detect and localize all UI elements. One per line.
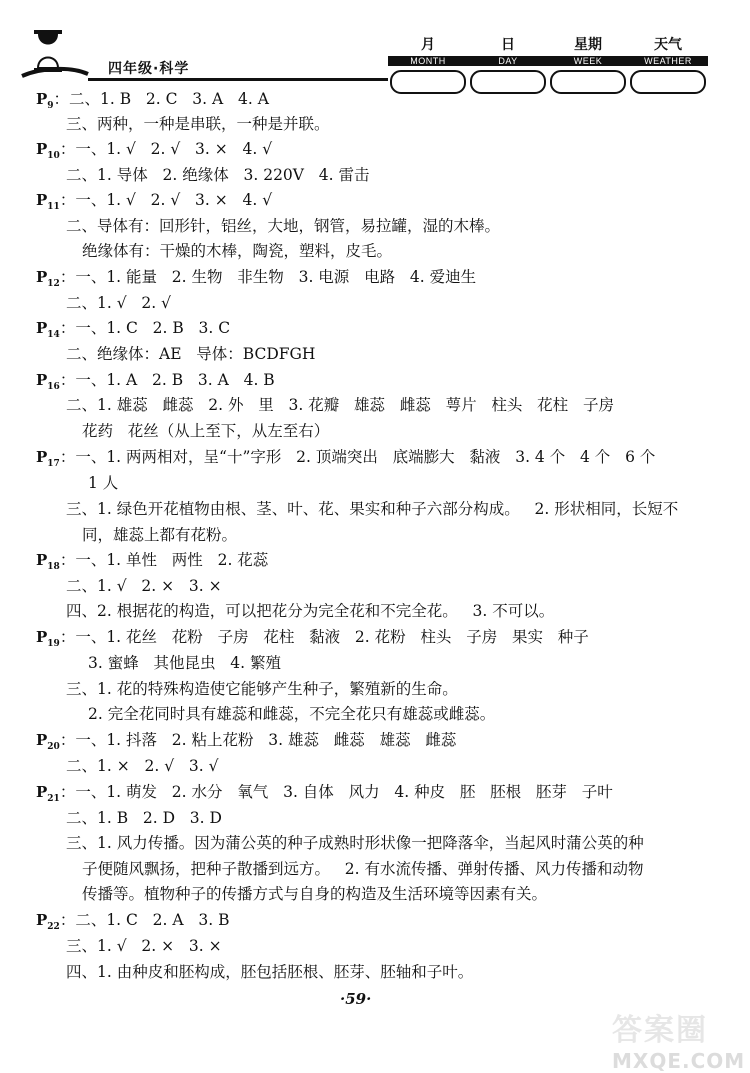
answer-text: 二、导体有：回形针，铝丝，大地，钢管，易拉罐，湿的木棒。	[66, 217, 501, 235]
answer-line	[36, 729, 456, 758]
page-ref-number: 10	[47, 151, 60, 161]
answer-text: 四、2. 根据花的构造，可以把花分为完全花和不完全花。 3. 不可以。	[66, 602, 555, 620]
week-label: 星期	[574, 37, 602, 53]
page-ref-number: 17	[47, 459, 60, 469]
page-ref	[36, 911, 60, 932]
answer-text: 子便随风飘扬，把种子散播到远方。 2. 有水流传播、弹射传播、风力传播和动物	[82, 860, 644, 878]
page-ref-letter: P	[36, 731, 48, 749]
answer-text: 花药 花丝（从上至下，从左至右）	[82, 422, 330, 440]
answer-text: ：一、1. A 2. B 3. A 4. B	[59, 371, 275, 389]
answer-line	[36, 549, 268, 578]
page-ref	[36, 551, 60, 572]
answer-line	[66, 292, 171, 314]
answer-text: 二、1. B 2. D 3. D	[66, 809, 222, 827]
page-ref-letter: P	[36, 319, 48, 337]
answer-text: 二、1. √ 2. √	[66, 294, 171, 312]
answer-line	[66, 498, 678, 520]
answer-text: 同，雄蕊上都有花粉。	[82, 526, 238, 544]
page-ref-letter: P	[36, 371, 48, 389]
page-ref-number: 19	[47, 639, 60, 649]
answer-text: 二、1. 雄蕊 雌蕊 2. 外 里 3. 花瓣 雄蕊 雌蕊 萼片 柱头 花柱 子房	[66, 396, 614, 414]
answer-line	[66, 600, 554, 622]
answer-line	[36, 317, 230, 346]
answer-line	[36, 189, 272, 218]
watermark-bottom: MXQE.COM	[612, 1049, 746, 1073]
answer-line	[66, 678, 458, 700]
answer-line	[82, 858, 644, 880]
answer-line	[36, 909, 229, 938]
page-ref	[36, 268, 60, 289]
answer-text: 二、1. 导体 2. 绝缘体 3. 220V 4. 雷击	[66, 166, 370, 184]
page-ref	[36, 319, 60, 340]
subject-title: 四年级·科学	[108, 61, 190, 77]
answer-line	[36, 446, 655, 475]
answer-text: ：一、1. 萌发 2. 水分 氧气 3. 自体 风力 4. 种皮 胚 胚根 胚芽 子叶	[59, 783, 613, 801]
week-box	[550, 70, 626, 94]
answer-text: ：一、1. 抖落 2. 粘上花粉 3. 雄蕊 雌蕊 雄蕊 雌蕊	[59, 731, 457, 749]
answer-text: 二、绝缘体：AE 导体：BCDFGH	[66, 345, 316, 363]
answer-text: ：二、1. C 2. A 3. B	[59, 911, 230, 929]
page-ref-letter: P	[36, 783, 48, 801]
month-field	[388, 34, 468, 94]
day-field	[468, 34, 548, 94]
answer-line	[82, 240, 392, 262]
hourglass-logo-icon	[20, 30, 90, 82]
answer-text: 二、1. √ 2. × 3. ×	[66, 577, 222, 595]
answer-line	[66, 113, 330, 135]
answer-text: 1 人	[88, 474, 119, 492]
answer-line	[82, 883, 547, 905]
page-ref	[36, 191, 60, 212]
page-ref	[36, 90, 54, 111]
page-ref-letter: P	[36, 140, 48, 158]
page-ref	[36, 448, 60, 469]
page-number: ·59·	[340, 990, 372, 1008]
answer-text: ：一、1. C 2. B 3. C	[59, 319, 231, 337]
answer-line	[66, 935, 222, 957]
page-ref-number: 20	[47, 742, 60, 752]
answer-text: 三、1. 花的特殊构造使它能够产生种子，繁殖新的生命。	[66, 680, 458, 698]
page-header	[0, 0, 750, 95]
answer-line	[36, 138, 272, 167]
answer-line	[66, 575, 222, 597]
weather-field	[628, 34, 708, 94]
answer-text: 三、1. 风力传播。因为蒲公英的种子成熟时形状像一把降落伞，当起风时蒲公英的种	[66, 834, 644, 852]
page-ref-number: 9	[47, 101, 54, 111]
weather-box	[630, 70, 706, 94]
answer-line	[82, 524, 237, 546]
week-en-label: WEEK	[548, 56, 628, 66]
day-en-label: DAY	[468, 56, 548, 66]
answer-line	[88, 472, 118, 494]
page-ref-number: 18	[47, 562, 60, 572]
answer-text: 2. 完全花同时具有雄蕊和雌蕊，不完全花只有雄蕊或雌蕊。	[88, 705, 496, 723]
answer-text: 四、1. 由种皮和胚构成，胚包括胚根、胚芽、胚轴和子叶。	[66, 963, 474, 981]
page-ref-letter: P	[36, 628, 48, 646]
month-box	[390, 70, 466, 94]
page-ref-number: 14	[47, 330, 60, 340]
answer-line	[66, 215, 500, 237]
answer-text: ：二、1. B 2. C 3. A 4. A	[53, 90, 269, 108]
answer-line	[66, 807, 222, 829]
answer-text: ：一、1. 两两相对，呈“十”字形 2. 顶端突出 底端膨大 黏液 3. 4 个 4 个 6 个	[59, 448, 656, 466]
page-ref	[36, 628, 60, 649]
watermark-top: 答案圈	[612, 1013, 708, 1048]
page-ref-number: 21	[47, 794, 60, 804]
month-en-label: MONTH	[388, 56, 468, 66]
answer-line	[82, 420, 329, 442]
page-ref	[36, 731, 60, 752]
answer-line	[66, 832, 644, 854]
page-ref-number: 11	[47, 202, 60, 212]
page-ref	[36, 140, 60, 161]
month-label: 月	[421, 37, 435, 53]
day-box	[470, 70, 546, 94]
page-ref-letter: P	[36, 551, 48, 569]
day-label: 日	[501, 37, 515, 53]
page-ref-number: 16	[47, 382, 60, 392]
page-ref-number: 22	[47, 922, 60, 932]
answer-text: 三、1. 绿色开花植物由根、茎、叶、花、果实和种子六部分构成。 2. 形状相同，长短不	[66, 500, 679, 518]
answer-line	[66, 755, 218, 777]
answer-text: ：一、1. √ 2. √ 3. × 4. √	[59, 140, 273, 158]
answer-line	[88, 703, 495, 725]
answer-text: ：一、1. √ 2. √ 3. × 4. √	[59, 191, 273, 209]
answer-text: ：一、1. 单性 两性 2. 花蕊	[59, 551, 269, 569]
header-rule	[88, 78, 388, 81]
page-ref-letter: P	[36, 90, 48, 108]
weather-label: 天气	[654, 37, 682, 53]
weather-en-label: WEATHER	[628, 56, 708, 66]
answer-text: 二、1. × 2. √ 3. √	[66, 757, 219, 775]
page-ref-letter: P	[36, 911, 48, 929]
week-field	[548, 34, 628, 94]
watermark	[612, 1005, 745, 1073]
answer-text: ：一、1. 能量 2. 生物 非生物 3. 电源 电路 4. 爱迪生	[59, 268, 477, 286]
answer-line	[36, 626, 589, 655]
answer-line	[36, 266, 476, 295]
page-ref-letter: P	[36, 191, 48, 209]
answer-line	[66, 394, 614, 416]
answer-line	[88, 652, 281, 674]
page-ref	[36, 371, 60, 392]
answer-line	[66, 961, 473, 983]
answer-text: 3. 蜜蜂 其他昆虫 4. 繁殖	[88, 654, 281, 672]
answer-text: 绝缘体有：干燥的木棒，陶瓷，塑料，皮毛。	[82, 242, 393, 260]
page-ref-number: 12	[47, 279, 60, 289]
answer-text: ：一、1. 花丝 花粉 子房 花柱 黏液 2. 花粉 柱头 子房 果实 种子	[59, 628, 589, 646]
answer-text: 传播等。植物种子的传播方式与自身的构造及生活环境等因素有关。	[82, 885, 548, 903]
answer-text: 三、两种，一种是串联，一种是并联。	[66, 115, 330, 133]
page-ref-letter: P	[36, 268, 48, 286]
page-ref	[36, 783, 60, 804]
answer-line	[66, 343, 315, 365]
answer-line	[36, 781, 613, 810]
page-ref-letter: P	[36, 448, 48, 466]
answer-text: 三、1. √ 2. × 3. ×	[66, 937, 222, 955]
answer-line	[66, 164, 369, 186]
